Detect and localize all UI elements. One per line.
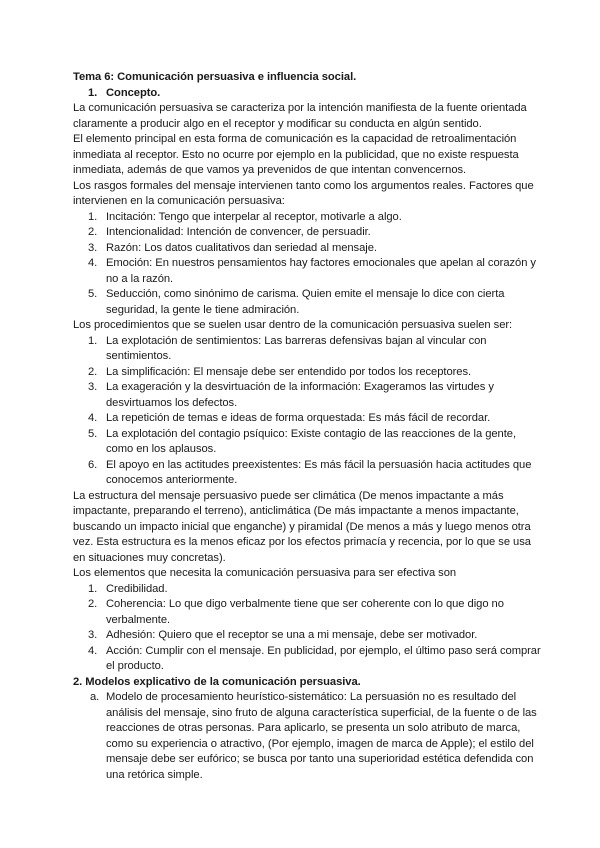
- list-item: [73, 582, 545, 598]
- models-list: [73, 690, 545, 783]
- list-item: [73, 690, 545, 783]
- section-2-heading: 2. Modelos explicativo de la comunicación persuasiva.: [73, 675, 361, 688]
- list-item-text: El apoyo en las actitudes preexistentes: Es más fácil la persuasión hacia actitudes que conocemos anteriormente.: [106, 458, 532, 486]
- list-item: [73, 597, 545, 628]
- list-marker: 4.: [88, 257, 98, 269]
- procedures-list: [73, 334, 545, 489]
- list-marker: 1.: [88, 334, 98, 347]
- paragraph: Los elementos que necesita la comunicación persuasiva para ser efectiva son: [73, 567, 457, 579]
- list-item: [73, 644, 545, 675]
- list-item-text: La explotación de sentimientos: Las barreras defensivas bajan al vincular con sentimientos.: [106, 334, 487, 362]
- list-item: [73, 287, 545, 318]
- list-item-text: Incitación: Tengo que interpelar al receptor, motivarle a algo.: [106, 210, 402, 223]
- list-item-text: La repetición de temas e ideas de forma orquestada: Es más fácil de recordar.: [106, 412, 491, 424]
- paragraph: La estructura del mensaje persuasivo puede ser climática (De menos impactante a más impactante, preparando el terreno), anticlimática (De más impactante a menos impactante, buscando un impacto inicial que enganche) y piramidal (De menos a más y luego menos otra vez. Esta estructura es la menos eficaz por los efectos primacía y recencia, por lo que se usa en situaciones muy concretas).: [73, 489, 531, 564]
- list-item: [73, 427, 545, 458]
- list-item-text: Razón: Los datos cualitativos dan seriedad al mensaje.: [106, 241, 377, 254]
- list-marker: 3.: [88, 629, 98, 641]
- list-item-text: Emoción: En nuestros pensamientos hay factores emocionales que apelan al corazón y no a la razón.: [106, 257, 536, 285]
- paragraph: Los rasgos formales del mensaje intervienen tanto como los argumentos reales. Factores que intervienen en la comunicación persuasiva:: [73, 179, 534, 207]
- list-marker: 2.: [88, 598, 98, 610]
- list-marker: 2.: [88, 226, 98, 238]
- list-item-text: Coherencia: Lo que digo verbalmente tiene que ser coherente con lo que digo no verbalmente.: [106, 598, 504, 626]
- paragraph: Los procedimientos que se suelen usar dentro de la comunicación persuasiva suelen ser:: [73, 319, 513, 331]
- factors-list: [73, 210, 545, 319]
- list-item-text: Seducción, como sinónimo de carisma. Quien emite el mensaje lo dice con cierta seguridad, la gente le tiene admiración.: [106, 288, 505, 316]
- list-marker: 5.: [88, 427, 98, 440]
- list-item: [73, 628, 545, 644]
- list-item: [73, 365, 545, 381]
- list-marker: 3.: [88, 381, 98, 393]
- list-item: [73, 241, 545, 257]
- list-item-text: Intencionalidad: Intención de convencer, de persuadir.: [106, 226, 371, 238]
- list-marker: 5.: [88, 288, 98, 300]
- list-marker: 4.: [88, 644, 98, 657]
- list-item-text: La exageración y la desvirtuación de la información: Exageramos las virtudes y desvirtuamos los defectos.: [106, 381, 494, 409]
- list-item-text: Modelo de procesamiento heurístico-sistemático: La persuasión no es resultado del análisis del mensaje, sino fruto de alguna característica superficial, de la fuente o de las reacciones de otras personas. Para aplicarlo, se presenta un solo atributo de marca, como su experiencia o atractivo, (Por ejemplo, imagen de marca de Apple); el estilo del mensaje debe ser eufórico; se busca por tanto una superioridad estética defendida con una retórica simple.: [106, 691, 537, 781]
- section-1-heading: [73, 86, 545, 102]
- document-page: [73, 70, 545, 783]
- list-item-text: Acción: Cumplir con el mensaje. En publicidad, por ejemplo, el último paso será comprar el producto.: [106, 644, 541, 672]
- list-item: [73, 210, 545, 226]
- document-title: Tema 6: Comunicación persuasiva e influencia social.: [73, 71, 357, 83]
- list-marker: 1.: [88, 582, 98, 595]
- list-item: [73, 380, 545, 411]
- list-item: [73, 411, 545, 427]
- section-1-heading-list: [73, 86, 545, 102]
- list-item: [73, 256, 545, 287]
- list-marker: 1.: [88, 86, 98, 99]
- paragraph: El elemento principal en esta forma de comunicación es la capacidad de retroalimentación inmediata al receptor. Esto no ocurre por ejemplo en la publicidad, que no existe respuesta inmediata, además de que vamos ya prevenidos de que intentan convencernos.: [73, 133, 519, 176]
- list-marker: 1.: [88, 210, 98, 223]
- list-marker: 3.: [88, 241, 98, 254]
- list-marker: a.: [90, 691, 100, 703]
- list-item-text: Credibilidad.: [106, 582, 168, 595]
- list-marker: 2.: [88, 365, 98, 378]
- list-item-text: Adhesión: Quiero que el receptor se una a mi mensaje, debe ser motivador.: [106, 629, 478, 641]
- list-item: [73, 334, 545, 365]
- list-item: [73, 458, 545, 489]
- section-1-heading-text: Concepto.: [106, 86, 161, 99]
- list-marker: 4.: [88, 412, 98, 424]
- elements-list: [73, 582, 545, 675]
- list-item: [73, 225, 545, 241]
- list-item-text: La simplificación: El mensaje debe ser entendido por todos los receptores.: [106, 365, 472, 378]
- list-item-text: La explotación del contagio psíquico: Existe contagio de las reacciones de la gente, como en los aplausos.: [106, 427, 517, 455]
- list-marker: 6.: [88, 458, 98, 471]
- paragraph: La comunicación persuasiva se caracteriza por la intención manifiesta de la fuente orientada claramente a producir algo en el receptor y modificar su conducta en algún sentido.: [73, 102, 527, 130]
